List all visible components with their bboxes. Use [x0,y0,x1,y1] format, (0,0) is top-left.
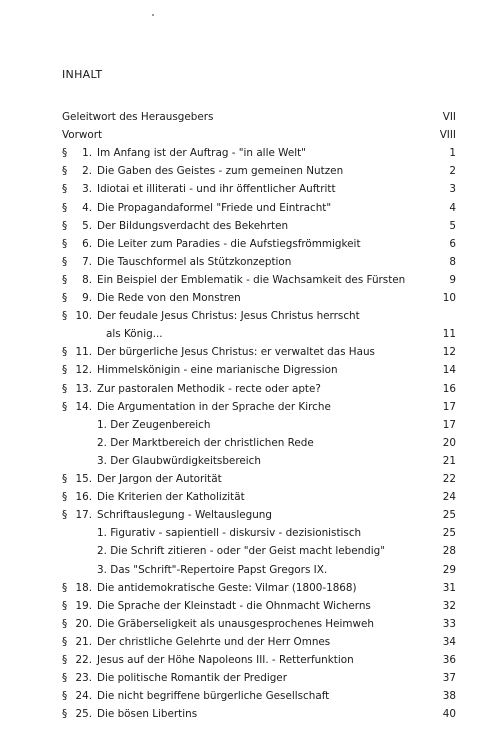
section-number: 16. [75,491,92,504]
entry-page-number: 2 [449,165,456,178]
toc-row [0,235,504,253]
entry-page-number: 5 [449,219,456,232]
section-number: 24. [75,690,92,703]
section-number: 25. [75,708,92,721]
section-sign: § [62,473,68,485]
entry-page-number: 17 [442,418,456,431]
subentry-title: 3. Der Glaubwürdigkeitsbereich [97,454,261,467]
toc-row [0,579,504,597]
section-number: 14. [75,400,92,413]
entry-page-number: 36 [442,654,456,666]
entry-page-number: 34 [442,635,456,648]
subentry-title: 2. Der Marktbereich der christlichen Rede [97,436,314,449]
entry-title: Der feudale Jesus Christus: Jesus Christus herrscht [97,310,360,323]
toc-row [0,253,504,271]
entry-page-number: VII [442,111,456,123]
entry-page-number: 33 [442,617,456,630]
entry-title: Jesus auf der Höhe Napoleons III. - Retterfunktion [97,654,354,666]
section-number: 7. [82,255,92,268]
toc-row [0,380,504,398]
section-sign: § [62,292,68,304]
section-sign: § [62,690,68,703]
entry-title: Zur pastoralen Methodik - recte oder apte? [97,382,321,395]
subentry-title: 1. Der Zeugenbereich [97,418,211,431]
entry-page-number: 20 [442,436,456,449]
entry-title: Der Bildungsverdacht des Bekehrten [97,219,289,232]
section-number: 22. [75,654,92,666]
toc-row [0,633,504,651]
toc-row [0,361,504,379]
section-number: 20. [75,617,92,630]
section-number: 8. [82,273,92,286]
section-sign: § [62,165,68,178]
section-number: 5. [82,219,92,232]
entry-page-number: 25 [442,527,456,540]
toc-row [0,271,504,289]
entry-page-number: 22 [442,473,456,485]
entry-page-number: 28 [442,545,456,558]
toc-row [0,144,504,162]
section-number: 18. [75,581,92,594]
toc-subrow [0,561,504,579]
front-matter-row [0,126,504,144]
toc-row [0,488,504,506]
entry-page-number: 14 [442,364,456,377]
section-number: 9. [82,292,92,304]
entry-title: Der Jargon der Autorität [97,473,222,485]
entry-title: Die Leiter zum Paradies - die Aufstiegsfrömmigkeit [97,237,361,250]
section-number: 10. [75,310,92,323]
toc-row [0,506,504,524]
section-number: 6. [82,237,92,250]
entry-page-number: 9 [449,273,456,286]
entry-page-number: 6 [449,237,456,250]
toc-subrow [0,524,504,542]
toc-row [0,651,504,669]
section-sign: § [62,581,68,594]
toc-row [0,217,504,235]
entry-page-number: 37 [442,672,456,685]
section-sign: § [62,273,68,286]
entry-title: Idiotai et illiterati - und ihr öffentlicher Auftritt [97,183,336,196]
entry-page-number: 17 [442,400,456,413]
section-sign: § [62,672,68,685]
section-sign: § [62,255,68,268]
toc-row [0,343,504,361]
toc-row [0,470,504,488]
toc-row [0,705,504,723]
entry-title: Schriftauslegung - Weltauslegung [97,509,272,522]
entry-page-number: 12 [442,346,456,359]
section-sign: § [62,364,68,377]
entry-page-number: 31 [442,581,456,594]
entry-page-number: 24 [442,491,456,504]
subentry-title: 3. Das "Schrift"-Repertoire Papst Gregors IX. [97,563,328,576]
entry-title: Die Sprache der Kleinstadt - die Ohnmacht Wicherns [97,599,371,612]
section-number: 3. [82,183,92,196]
section-sign: § [62,491,68,504]
section-number: 17. [75,509,92,522]
entry-title: Vorwort [62,129,103,142]
entry-title: Die Gräberseligkeit als unausgesprochenes Heimweh [97,617,374,630]
subentry-title: 2. Die Schrift zitieren - oder "der Geist macht lebendig" [97,545,386,558]
toc-row [0,615,504,633]
section-sign: § [62,219,68,232]
toc-row [0,162,504,180]
scan-speck [152,14,154,16]
entry-title: Die Kriterien der Katholizität [97,491,245,504]
section-sign: § [62,654,68,666]
entry-title: Der bürgerliche Jesus Christus: er verwaltet das Haus [97,346,375,359]
section-number: 13. [75,382,92,395]
section-sign: § [62,617,68,630]
toc-row [0,597,504,615]
entry-page-number: 29 [442,563,456,576]
toc-row [0,289,504,307]
section-sign: § [62,310,68,323]
toc-row [0,687,504,705]
entry-title: Geleitwort des Herausgebers [62,111,214,123]
section-number: 21. [75,635,92,648]
toc-subrow [0,542,504,560]
section-number: 1. [82,147,92,160]
section-sign: § [62,382,68,395]
entry-title: Die antidemokratische Geste: Vilmar (1800-1868) [97,581,357,594]
entry-page-number: 10 [442,292,456,304]
entry-title: Die Propagandaformel "Friede und Eintracht" [97,201,332,214]
section-number: 12. [75,364,92,377]
section-sign: § [62,237,68,250]
entry-page-number: 32 [442,599,456,612]
section-sign: § [62,708,68,721]
entry-page-number: VIII [439,129,456,142]
entry-title: Himmelskönigin - eine marianische Digression [97,364,338,377]
toc-row [0,180,504,198]
entry-page-number: 21 [442,454,456,467]
entry-page-number: 8 [449,255,456,268]
toc-row [0,669,504,687]
section-sign: § [62,400,68,413]
section-number: 23. [75,672,92,685]
page-heading: INHALT [62,68,103,81]
entry-page-number: 3 [449,183,456,196]
entry-page-number: 1 [449,147,456,160]
entry-title: Im Anfang ist der Auftrag - "in alle Welt" [97,147,306,160]
entry-title: Die Gaben des Geistes - zum gemeinen Nutzen [97,165,344,178]
toc-subrow [0,434,504,452]
entry-page-number: 38 [442,690,456,703]
section-number: 11. [75,346,92,359]
entry-title: Die politische Romantik der Prediger [97,672,287,685]
entry-page-number: 16 [442,382,456,395]
entry-title: Der christliche Gelehrte und der Herr Omnes [97,635,331,648]
entry-page-number: 4 [449,201,456,214]
entry-page-number: 25 [442,509,456,522]
entry-title-continued: als König... [106,328,163,341]
section-sign: § [62,599,68,612]
entry-title: Die Tauschformel als Stützkonzeption [97,255,292,268]
toc-row [0,307,504,325]
section-number: 4. [82,201,92,214]
toc-row [0,398,504,416]
section-number: 19. [75,599,92,612]
entry-page-number: 40 [442,708,456,721]
entry-page-number: 11 [442,328,456,341]
toc-row-continuation [0,325,504,343]
section-sign: § [62,183,68,196]
entry-title: Die Rede von den Monstren [97,292,241,304]
section-sign: § [62,509,68,522]
section-number: 15. [75,473,92,485]
section-sign: § [62,147,68,160]
section-number: 2. [82,165,92,178]
entry-title: Die nicht begriffene bürgerliche Gesellschaft [97,690,330,703]
entry-title: Die bösen Libertins [97,708,198,721]
section-sign: § [62,346,68,359]
entry-title: Ein Beispiel der Emblematik - die Wachsamkeit des Fürsten [97,273,406,286]
front-matter-row [0,108,504,126]
entry-title: Die Argumentation in der Sprache der Kirche [97,400,331,413]
toc-subrow [0,416,504,434]
section-sign: § [62,635,68,648]
section-sign: § [62,201,68,214]
toc-row [0,199,504,217]
subentry-title: 1. Figurativ - sapientiell - diskursiv - dezisionistisch [97,527,362,540]
toc-subrow [0,452,504,470]
